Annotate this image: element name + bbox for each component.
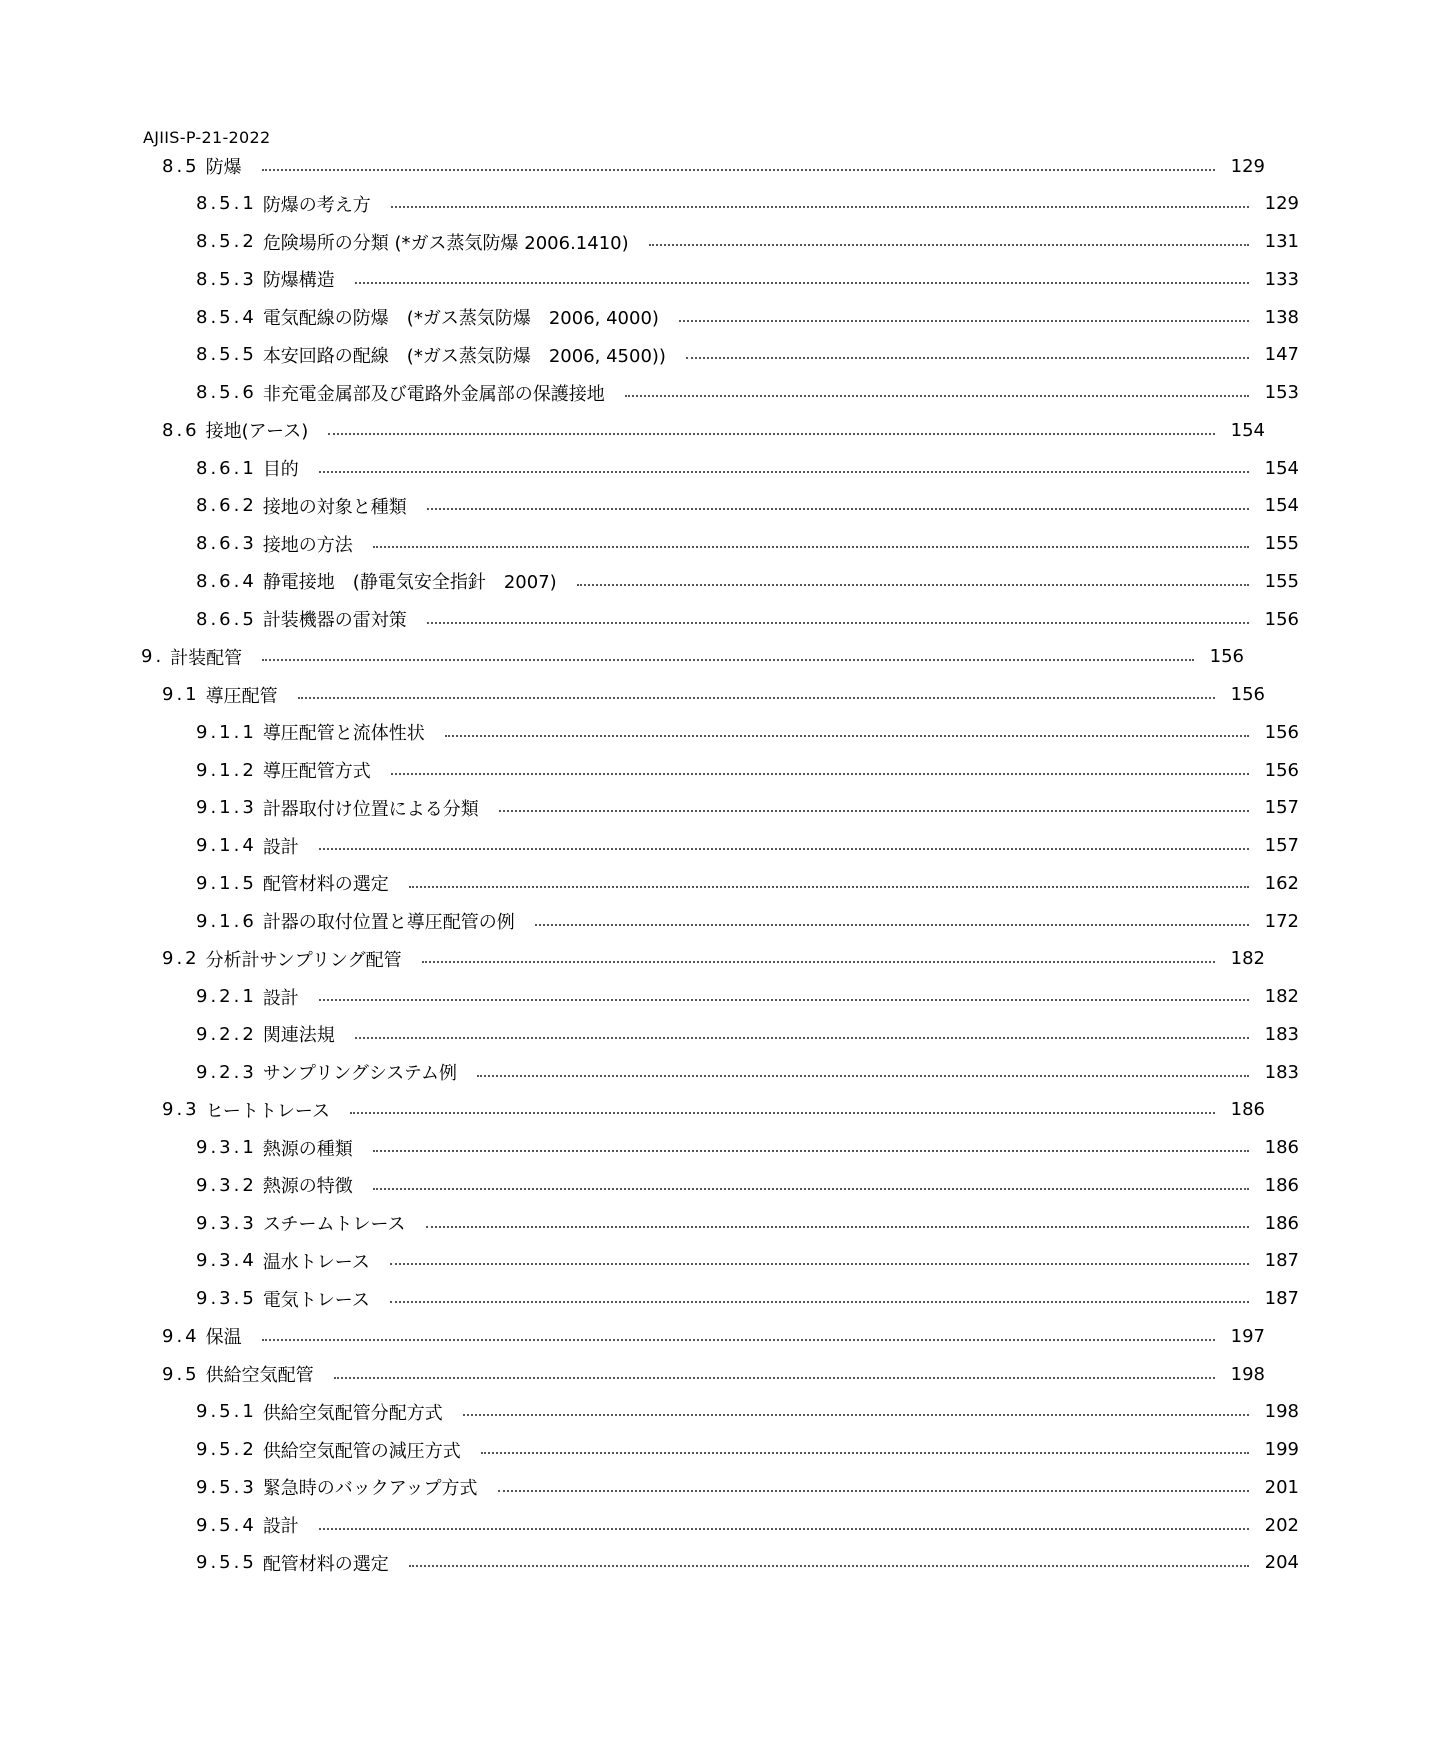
- toc-entry-title: 導圧配管方式: [262, 761, 371, 782]
- toc-entry-title: 静電接地 (静電気安全指針 2007): [262, 572, 557, 594]
- toc-entry[interactable]: [0, 793, 1437, 823]
- toc-entry-number: 9.1.3: [196, 797, 257, 819]
- toc-dot-leader: [426, 1225, 1249, 1228]
- toc-entry-page: 186: [1264, 1174, 1299, 1196]
- toc-entry-page: 172: [1264, 910, 1299, 932]
- toc-entry-number: 9.1.5: [196, 872, 257, 894]
- toc-entry-page: 154: [1264, 457, 1299, 479]
- toc-entry-page: 131: [1264, 231, 1299, 252]
- toc-entry-title: 防爆構造: [262, 270, 335, 292]
- toc-entry-number: 9.: [141, 646, 165, 668]
- toc-dot-leader: [262, 1338, 1215, 1341]
- toc-entry[interactable]: [0, 302, 1437, 332]
- toc-entry-page: 156: [1264, 608, 1299, 630]
- toc-entry-page: 155: [1264, 570, 1299, 592]
- toc-entry-title: 供給空気配管の減圧方式: [262, 1440, 461, 1462]
- toc-entry-page: 147: [1264, 344, 1299, 366]
- toc-dot-leader: [499, 809, 1249, 812]
- toc-entry[interactable]: [0, 1095, 1403, 1125]
- toc-entry-title: 導圧配管: [205, 685, 278, 707]
- toc-entry-title: 危険場所の分類 (*ガス蒸気防爆 2006.1410): [262, 232, 629, 254]
- toc-entry[interactable]: [0, 415, 1403, 445]
- toc-dot-leader: [373, 545, 1249, 548]
- toc-entry-page: 155: [1264, 533, 1299, 554]
- toc-entry-title: 計器の取付位置と導圧配管の例: [262, 912, 515, 933]
- toc-dot-leader: [481, 1451, 1249, 1454]
- toc-entry-title: 緊急時のバックアップ方式: [262, 1478, 478, 1500]
- toc-entry-number: 8.5.3: [196, 268, 257, 290]
- toc-dot-leader: [319, 998, 1249, 1001]
- toc-entry-title: 接地の方法: [262, 534, 353, 556]
- toc-entry-title: 接地(アース): [205, 421, 309, 443]
- toc-entry-number: 9.1.2: [196, 759, 257, 781]
- toc-entry-number: 9.3.5: [196, 1288, 257, 1309]
- toc-entry-title: スチームトレース: [262, 1214, 406, 1235]
- toc-entry-page: 198: [1264, 1401, 1299, 1423]
- toc-entry-title: 計装機器の雷対策: [262, 610, 407, 631]
- toc-entry-page: 204: [1264, 1552, 1299, 1574]
- toc-entry-title: 配管材料の選定: [262, 1553, 389, 1575]
- toc-entry-title: 温水トレース: [262, 1251, 370, 1273]
- toc-entry[interactable]: [0, 604, 1437, 634]
- toc-entry-number: 8.6.2: [196, 495, 257, 517]
- toc-dot-leader: [350, 1111, 1215, 1114]
- toc-entry-number: 8.5.4: [196, 306, 257, 328]
- toc-entry-number: 8.6.3: [196, 533, 257, 554]
- toc-entry-number: 8.5.5: [196, 344, 257, 366]
- toc-entry-page: 201: [1264, 1476, 1299, 1498]
- toc-entry[interactable]: [0, 151, 1403, 181]
- toc-entry-page: 162: [1264, 872, 1299, 894]
- toc-entry-number: 9.5.4: [196, 1514, 257, 1536]
- toc-entry-number: 9.2.3: [196, 1061, 257, 1083]
- toc-dot-leader: [409, 885, 1249, 888]
- toc-dot-leader: [390, 1262, 1249, 1265]
- toc-entry-title: 接地の対象と種類: [262, 496, 407, 518]
- toc-entry[interactable]: [0, 982, 1437, 1012]
- toc-entry-page: 183: [1264, 1023, 1299, 1045]
- toc-entry-number: 9.2.2: [196, 1023, 257, 1045]
- toc-entry[interactable]: [0, 1548, 1437, 1578]
- toc-entry-page: 198: [1230, 1363, 1265, 1385]
- toc-entry-page: 187: [1264, 1288, 1299, 1309]
- toc-entry[interactable]: [0, 491, 1437, 521]
- toc-entry-number: 9.3: [162, 1099, 200, 1121]
- toc-entry[interactable]: [0, 868, 1437, 898]
- toc-entry-number: 9.4: [162, 1325, 200, 1347]
- toc-entry[interactable]: [0, 755, 1437, 785]
- toc-entry[interactable]: [0, 529, 1437, 559]
- toc-entry[interactable]: [0, 264, 1437, 294]
- toc-entry[interactable]: [0, 1359, 1403, 1389]
- toc-entry-page: 182: [1264, 986, 1299, 1007]
- toc-dot-leader: [679, 319, 1249, 322]
- toc-dot-leader: [262, 658, 1194, 661]
- toc-entry-title: ヒートトレース: [205, 1100, 331, 1122]
- toc-entry-title: 分析計サンプリング配管: [205, 949, 402, 971]
- toc-dot-leader: [577, 583, 1249, 586]
- toc-entry-number: 8.6.1: [196, 457, 257, 479]
- toc-entry-title: 本安回路の配線 (*ガス蒸気防爆 2006, 4500)): [262, 345, 666, 367]
- toc-entry[interactable]: [0, 1321, 1403, 1351]
- toc-entry-title: 供給空気配管: [205, 1365, 314, 1386]
- toc-entry-page: 202: [1264, 1514, 1299, 1536]
- toc-entry[interactable]: [0, 831, 1437, 861]
- toc-dot-leader: [391, 205, 1249, 208]
- toc-entry-number: 9.5.3: [196, 1476, 257, 1498]
- toc-dot-leader: [298, 696, 1215, 699]
- toc-entry-page: 156: [1264, 759, 1299, 781]
- toc-entry-page: 183: [1264, 1061, 1299, 1083]
- toc-dot-leader: [373, 1149, 1249, 1152]
- toc-dot-leader: [390, 1300, 1249, 1303]
- toc-entry-number: 9.3.3: [196, 1212, 257, 1234]
- toc-entry-page: 157: [1264, 835, 1299, 856]
- toc-entry-title: 防爆: [205, 157, 242, 178]
- toc-entry-number: 9.2: [162, 948, 200, 970]
- toc-entry[interactable]: [0, 1057, 1437, 1087]
- toc-entry-number: 8.5: [162, 155, 200, 177]
- toc-entry-number: 8.6: [162, 419, 200, 441]
- toc-entry-page: 154: [1230, 419, 1265, 441]
- toc-entry-title: 電気配線の防爆 (*ガス蒸気防爆 2006, 4000): [262, 308, 659, 329]
- toc-entry-number: 9.3.1: [196, 1137, 257, 1158]
- toc-dot-leader: [319, 1527, 1249, 1530]
- toc-entry-page: 187: [1264, 1250, 1299, 1272]
- toc-entry[interactable]: [0, 1472, 1437, 1502]
- toc-entry-title: 設計: [262, 836, 299, 858]
- toc-entry[interactable]: [0, 1435, 1437, 1465]
- toc-entry-title: 電気トレース: [262, 1289, 370, 1311]
- toc-entry-page: 138: [1264, 306, 1299, 328]
- toc-entry-title: 保温: [205, 1327, 242, 1349]
- toc-entry[interactable]: [0, 227, 1437, 257]
- toc-entry-page: 186: [1264, 1212, 1299, 1234]
- toc-dot-leader: [427, 621, 1249, 624]
- toc-entry[interactable]: [0, 189, 1437, 219]
- document-code: AJIIS-P-21-2022: [143, 128, 271, 147]
- toc-entry-number: 9.1.1: [196, 721, 257, 743]
- toc-dot-leader: [498, 1489, 1249, 1492]
- toc-entry[interactable]: [0, 340, 1437, 370]
- toc-dot-leader: [319, 847, 1249, 850]
- toc-dot-leader: [262, 168, 1215, 171]
- toc-entry-number: 8.6.4: [196, 570, 257, 592]
- toc-entry[interactable]: [0, 906, 1437, 936]
- toc-entry[interactable]: [0, 453, 1437, 483]
- toc-dot-leader: [319, 470, 1249, 473]
- toc-dot-leader: [649, 243, 1249, 246]
- toc-dot-leader: [686, 356, 1249, 359]
- toc-dot-leader: [625, 394, 1249, 397]
- toc-entry-page: 186: [1264, 1137, 1299, 1158]
- toc-entry-title: 設計: [262, 1516, 299, 1537]
- toc-dot-leader: [355, 281, 1249, 284]
- toc-entry-page: 197: [1230, 1325, 1265, 1347]
- toc-entry-number: 9.1.6: [196, 910, 257, 932]
- toc-entry-title: 関連法規: [262, 1025, 335, 1047]
- toc-dot-leader: [445, 734, 1249, 737]
- toc-entry-title: 配管材料の選定: [262, 874, 389, 896]
- toc-entry-title: 熱源の種類: [262, 1138, 353, 1160]
- toc-entry[interactable]: [0, 1246, 1437, 1276]
- toc-entry[interactable]: [0, 1170, 1437, 1200]
- toc-entry[interactable]: [0, 1284, 1437, 1314]
- toc-entry-number: 9.2.1: [196, 986, 257, 1007]
- toc-entry-number: 9.3.4: [196, 1250, 257, 1272]
- toc-entry-number: 8.5.2: [196, 231, 257, 252]
- toc-dot-leader: [334, 1376, 1215, 1379]
- toc-entry-number: 9.3.2: [196, 1174, 257, 1196]
- toc-entry-title: 熱源の特徴: [262, 1176, 353, 1198]
- toc-entry-page: 186: [1230, 1099, 1265, 1121]
- toc-entry-page: 153: [1264, 382, 1299, 403]
- toc-dot-leader: [463, 1413, 1249, 1416]
- toc-entry[interactable]: [0, 1397, 1437, 1427]
- toc-entry-title: 導圧配管と流体性状: [262, 723, 425, 745]
- toc-dot-leader: [409, 1564, 1249, 1567]
- toc-dot-leader: [391, 772, 1249, 775]
- toc-entry-title: 計装配管: [170, 647, 243, 669]
- toc-entry-title: 設計: [262, 987, 299, 1009]
- toc-entry-title: サンプリングシステム例: [262, 1063, 458, 1084]
- toc-entry[interactable]: [0, 1208, 1437, 1238]
- toc-entry-page: 133: [1264, 268, 1299, 290]
- toc-dot-leader: [427, 507, 1249, 510]
- toc-entry[interactable]: [0, 680, 1403, 710]
- toc-entry-page: 154: [1264, 495, 1299, 517]
- toc-entry[interactable]: [0, 1019, 1437, 1049]
- toc-dot-leader: [373, 1187, 1249, 1190]
- toc-entry[interactable]: [0, 717, 1437, 747]
- toc-dot-leader: [477, 1074, 1249, 1077]
- toc-entry-page: 129: [1264, 193, 1299, 215]
- toc-entry-page: 199: [1264, 1439, 1299, 1460]
- toc-entry-number: 9.5.2: [196, 1439, 257, 1460]
- toc-entry-number: 9.5.1: [196, 1401, 257, 1423]
- toc-entry-number: 9.1: [162, 684, 200, 705]
- toc-entry[interactable]: [0, 378, 1437, 408]
- toc-entry-page: 156: [1264, 721, 1299, 743]
- toc-entry-page: 156: [1230, 684, 1265, 705]
- toc-dot-leader: [535, 923, 1249, 926]
- toc-entry-number: 8.6.5: [196, 608, 257, 630]
- toc-entry-title: 防爆の考え方: [262, 194, 371, 216]
- toc-entry-title: 供給空気配管分配方式: [262, 1402, 443, 1424]
- toc-entry-page: 156: [1209, 646, 1244, 668]
- toc-entry[interactable]: [0, 944, 1403, 974]
- toc-dot-leader: [328, 432, 1215, 435]
- toc-entry-number: 8.5.6: [196, 382, 257, 403]
- toc-entry[interactable]: [0, 1133, 1437, 1163]
- toc-entry-title: 計器取付け位置による分類: [262, 798, 479, 820]
- toc-entry[interactable]: [0, 566, 1437, 596]
- toc-entry-number: 9.5: [162, 1363, 200, 1385]
- toc-dot-leader: [422, 960, 1215, 963]
- toc-entry-number: 9.5.5: [196, 1552, 257, 1574]
- toc-entry-page: 182: [1230, 948, 1265, 970]
- toc-entry-title: 目的: [262, 459, 299, 480]
- toc-dot-leader: [355, 1036, 1249, 1039]
- toc-entry-page: 129: [1230, 155, 1265, 177]
- toc-entry[interactable]: [0, 1510, 1437, 1540]
- toc-entry-page: 157: [1264, 797, 1299, 819]
- toc-entry-number: 9.1.4: [196, 835, 257, 856]
- toc-entry[interactable]: [0, 642, 1382, 672]
- toc-entry-number: 8.5.1: [196, 193, 257, 215]
- toc-entry-title: 非充電金属部及び電路外金属部の保護接地: [262, 383, 605, 405]
